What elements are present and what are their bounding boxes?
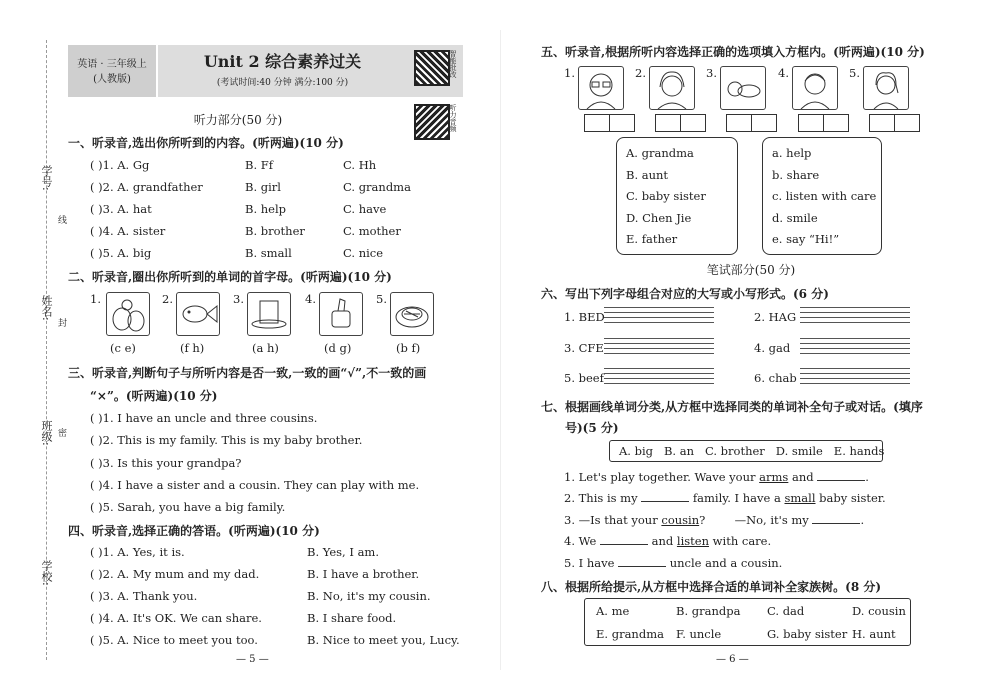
writing-lines[interactable] — [800, 307, 910, 325]
woman-icon — [649, 66, 695, 110]
family-option: E. grandma — [596, 627, 664, 641]
family-option: H. aunt — [852, 627, 896, 641]
option-item: C. baby sister — [626, 189, 706, 203]
option-b: B. brother — [245, 224, 305, 238]
item-number: 3. — [706, 66, 717, 80]
section-2-title: 二、听录音,圈出你所听到的单词的首字母。(听两遍)(10 分) — [68, 270, 392, 284]
girl-icon — [863, 66, 909, 110]
item-number: 2. — [635, 66, 646, 80]
sentence-4: 4. We and listen with care. — [564, 534, 772, 548]
cut-mark: 密 — [56, 428, 66, 437]
item-number: 4. — [778, 66, 789, 80]
hat-icon — [247, 292, 291, 336]
food-plate-icon — [390, 292, 434, 336]
item-number: 3. — [233, 292, 244, 306]
school-label: 学校: — [40, 560, 53, 586]
option-item: a. help — [772, 146, 812, 160]
sentence-3: 3. —Is that your cousin? —No, it's my . — [564, 513, 865, 527]
option-b: B. Nice to meet you, Lucy. — [307, 633, 460, 647]
section-3-title: 三、听录音,判断句子与所听内容是否一致,一致的画“√”,不一致的画 — [68, 366, 427, 380]
option-b: B. No, it's my cousin. — [307, 589, 431, 603]
name-label: 姓名: — [40, 295, 53, 321]
section-4-title: 四、听录音,选择正确的答语。(听两遍)(10 分) — [68, 524, 320, 538]
option-b: B. Ff — [245, 158, 273, 172]
section-5-title: 五、听录音,根据所听内容选择正确的选项填入方框内。(听两遍)(10 分) — [541, 45, 925, 59]
answer-box-pair[interactable] — [869, 114, 920, 136]
chick-egg-icon — [106, 292, 150, 336]
letter-choice[interactable]: (f h) — [180, 341, 205, 355]
option-item: b. share — [772, 168, 820, 182]
letter-combo: 2. HAG — [754, 310, 797, 324]
family-option: G. baby sister — [767, 627, 848, 641]
cut-mark: 线 — [56, 215, 66, 224]
option-c: C. Hh — [343, 158, 377, 172]
page-number: — 5 — — [236, 654, 269, 665]
letter-combo: 5. beef — [564, 371, 604, 385]
section-3-title-cont: “×”。(听两遍)(10 分) — [90, 389, 218, 403]
writing-lines[interactable] — [800, 368, 910, 386]
answer-choice[interactable]: ( )4. A. sister — [90, 224, 166, 238]
word-bank: A. big B. an C. brother D. smile E. hands — [619, 444, 885, 458]
sentence-5: 5. I have uncle and a cousin. — [564, 556, 783, 570]
qr-label: 智能批改 — [449, 50, 457, 78]
answer-choice[interactable]: ( )5. A. Nice to meet you too. — [90, 633, 258, 647]
class-label: 班级: — [40, 420, 53, 446]
family-option: A. me — [596, 604, 630, 618]
page-title: Unit 2 综合素养过关 — [203, 52, 362, 71]
fill-blank[interactable] — [600, 534, 648, 545]
option-item: d. smile — [772, 211, 818, 225]
answer-box-pair[interactable] — [584, 114, 635, 136]
judge-row[interactable]: ( )3. Is this your grandpa? — [90, 456, 242, 470]
section-7-title-cont: 号)(5 分) — [565, 421, 619, 435]
option-c: C. have — [343, 202, 387, 216]
writing-lines[interactable] — [604, 307, 714, 325]
item-number: 5. — [376, 292, 387, 306]
page-number: — 6 — — [716, 654, 749, 665]
man-glasses-icon — [578, 66, 624, 110]
option-c: C. grandma — [343, 180, 411, 194]
option-b: B. I share food. — [307, 611, 397, 625]
letter-choice[interactable]: (d g) — [324, 341, 352, 355]
option-b: B. I have a brother. — [307, 567, 420, 581]
family-option: C. dad — [767, 604, 805, 618]
option-item: A. grandma — [626, 146, 694, 160]
family-option: B. grandpa — [676, 604, 741, 618]
student-id-label: 学号: — [40, 165, 53, 191]
option-b: B. help — [245, 202, 287, 216]
judge-row[interactable]: ( )2. This is my family. This is my baby brother. — [90, 433, 363, 447]
cut-mark: 封 — [56, 318, 66, 327]
option-item: c. listen with care — [772, 189, 877, 203]
family-option: D. cousin — [852, 604, 906, 618]
letter-combo: 1. BED — [564, 310, 605, 324]
option-item: e. say “Hi!” — [772, 232, 840, 246]
letter-combo: 4. gad — [754, 341, 791, 355]
answer-choice[interactable]: ( )4. A. It's OK. We can share. — [90, 611, 262, 625]
fill-blank[interactable] — [812, 513, 860, 524]
letter-combo: 6. chab — [754, 371, 797, 385]
listening-heading: 听力部分(50 分) — [193, 113, 283, 127]
writing-lines[interactable] — [800, 338, 910, 356]
option-b: B. Yes, I am. — [307, 545, 379, 559]
letter-choice[interactable]: (b f) — [396, 341, 421, 355]
answer-choice[interactable]: ( )5. A. big — [90, 246, 152, 260]
subject-label: 英语 · 三年级上 — [77, 59, 147, 70]
answer-choice[interactable]: ( )3. A. hat — [90, 202, 152, 216]
thumbs-up-icon — [319, 292, 363, 336]
letter-combo: 3. CFE — [564, 341, 604, 355]
option-c: C. nice — [343, 246, 384, 260]
answer-choice[interactable]: ( )1. A. Gg — [90, 158, 150, 172]
option-item: E. father — [626, 232, 678, 246]
option-item: B. aunt — [626, 168, 669, 182]
page-gutter — [500, 30, 501, 670]
fill-blank[interactable] — [817, 470, 865, 481]
exam-info: (考试时间:40 分钟 满分:100 分) — [216, 78, 349, 88]
section-6-title: 六、写出下列字母组合对应的大写或小写形式。(6 分) — [541, 287, 829, 301]
section-8-title: 八、根据所给提示,从方框中选择合适的单词补全家族树。(8 分) — [541, 580, 882, 594]
option-b: B. girl — [245, 180, 281, 194]
answer-box-pair[interactable] — [655, 114, 706, 136]
writing-lines[interactable] — [604, 338, 714, 356]
option-c: C. mother — [343, 224, 401, 238]
section-1-title: 一、听录音,选出你所听到的内容。(听两遍)(10 分) — [68, 136, 344, 150]
written-heading: 笔试部分(50 分) — [706, 263, 796, 277]
item-number: 1. — [564, 66, 575, 80]
qr-code-icon[interactable] — [414, 50, 450, 86]
fish-icon — [176, 292, 220, 336]
judge-row[interactable]: ( )1. I have an uncle and three cousins. — [90, 411, 318, 425]
grandma-icon — [792, 66, 838, 110]
judge-row[interactable]: ( )4. I have a sister and a cousin. They can play with me. — [90, 478, 420, 492]
sentence-1: 1. Let's play together. Wave your arms and . — [564, 470, 869, 484]
answer-choice[interactable]: ( )3. A. Thank you. — [90, 589, 198, 603]
item-number: 5. — [849, 66, 860, 80]
judge-row[interactable]: ( )5. Sarah, you have a big family. — [90, 500, 286, 514]
option-item: D. Chen Jie — [626, 211, 692, 225]
fill-blank[interactable] — [618, 556, 666, 567]
answer-choice[interactable]: ( )2. A. My mum and my dad. — [90, 567, 260, 581]
edition-label: (人教版) — [93, 74, 131, 85]
answer-box-pair[interactable] — [726, 114, 777, 136]
answer-choice[interactable]: ( )1. A. Yes, it is. — [90, 545, 185, 559]
qr-code-icon[interactable] — [414, 104, 450, 140]
fill-blank[interactable] — [641, 491, 689, 502]
letter-choice[interactable]: (c e) — [110, 341, 136, 355]
item-number: 4. — [305, 292, 316, 306]
section-7-title: 七、根据画线单词分类,从方框中选择同类的单词补全句子或对话。(填序 — [541, 400, 923, 414]
writing-lines[interactable] — [604, 368, 714, 386]
option-b: B. small — [245, 246, 292, 260]
qr-label: 听力音频 — [449, 104, 457, 132]
item-number: 1. — [90, 292, 101, 306]
sentence-2: 2. This is my family. I have a small baby sister. — [564, 491, 886, 505]
letter-choice[interactable]: (a h) — [252, 341, 279, 355]
baby-sleeping-icon — [720, 66, 766, 110]
answer-box-pair[interactable] — [798, 114, 849, 136]
answer-choice[interactable]: ( )2. A. grandfather — [90, 180, 203, 194]
family-option: F. uncle — [676, 627, 722, 641]
item-number: 2. — [162, 292, 173, 306]
